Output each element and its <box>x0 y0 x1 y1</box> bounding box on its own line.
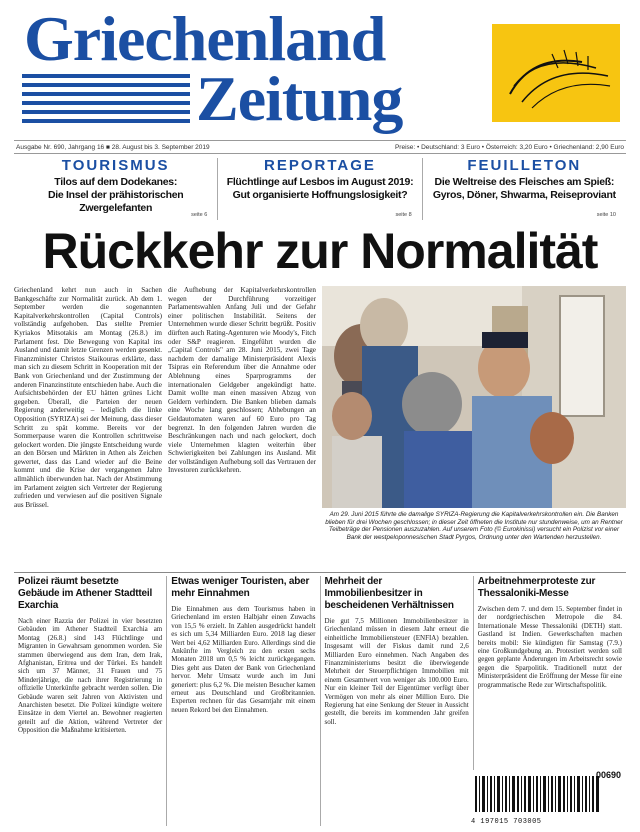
article-text: Die Einnahmen aus dem Tourismus haben in Griechenland im ersten Halbjahr einen Zuwachs von 15,5 % erzielt. In Zahlen ausgedrückt handelt es sich um 5,34 Milliarden Euro. 2018 lag dieser Wert bei 4,62 Milliarden Euro. Allerdings sind die Ankünfte im Vergleich zu den ersten sechs Monaten 2018 um 0,5 % leicht zurückgegangen. Dies geht aus Daten der Bank von Griechenland hervor. Mehr Umsatz wurde auch im Juni generiert: plus 6,2 %. Die meisten Besucher kamen erneut aus Deutschland und Großbritannien. Experten rechnen für das Gesamtjahr mit einem neuen Rekord bei den Einnahmen. <box>171 605 316 714</box>
teaser-headline <box>429 176 620 202</box>
article-title: Mehrheit der Immobilienbesitzer in bescheidenen Verhältnissen <box>324 576 454 611</box>
article-text: Nach einer Razzia der Polizei in vier besetzten Gebäuden im Athener Stadtteil Exarchia am Montag (26.8.) sind 143 Flüchtlinge und Migranten in Gewahrsam genommen worden. Sie stammen überwiegend aus dem Iran, dem Irak, Afghanistan, Eritrea und der Türkei. Es handelt sich um 37 Männer, 31 Frauen und 75 Minderjährige, die nach ihrer Registrierung in offizielle Unterkünfte gebracht werden sollen. Die Gebäude waren seit Jahren von Aktivisten und Anarchisten besetzt. Die Polizei kündigte weitere Einsätze in dem Viertel an. Bewohner reagierten geteilt auf die Aktion, während Vertreter der Opposition die Maßnahme kritisierten. <box>18 617 163 735</box>
sun-logo-icon <box>492 24 620 122</box>
teaser-headline-line1: Tilos auf dem Dodekanes: <box>54 176 178 188</box>
teaser-category: FEUILLETON <box>467 157 582 174</box>
teaser-headline-line1: Die Weltreise des Fleisches am Spieß: <box>434 176 615 188</box>
teaser-page-ref: seite 6 <box>191 212 208 218</box>
lead-article-column-2 <box>168 286 316 568</box>
barcode <box>471 770 623 826</box>
teaser-category: TOURISMUS <box>61 157 170 174</box>
teaser-headline-line2: Gyros, Döner, Shwarma, Reiseproviant <box>432 189 616 201</box>
article-text: Die gut 7,5 Millionen Immobilienbesitzer in Griechenland müssen in diesem Jahr erneut die einheitliche Immobiliensteuer (ENFIA) bezahlen. Insgesamt will der Fiskus damit rund 2,6 Milliarden Euro einnehmen. Nach Angaben des Finanzministeriums besitzt die überwiegende Mehrheit der Steuerpflichtigen Immobilien mit einem Gesamtwert von weniger als 100.000 Euro. Nur ein kleiner Teil der Eigentümer verfügt über Vermögen von mehr als einer Million Euro. Die Regierung hat eine Senkung der Steuer in Aussicht gestellt, die bereits im kommenden Jahr greifen soll. <box>324 617 469 726</box>
teaser-headline <box>20 176 211 215</box>
article-real-estate[interactable] <box>321 576 474 826</box>
teaser-headline-line2: Gut organisierte Hoffnungslosigkeit? <box>232 189 408 201</box>
issue-number: Ausgabe Nr. 690, Jahrgang 16 ■ 28. August bis 3. September 2019 <box>16 143 210 151</box>
barcode-price-code: 00690 <box>595 770 621 780</box>
article-title: Arbeitnehmerproteste zur Thessaloniki-Messe <box>477 576 596 599</box>
teaser-bar <box>14 158 626 220</box>
teaser-page-ref: seite 10 <box>596 212 616 218</box>
teaser-tourismus[interactable] <box>14 158 218 220</box>
lead-article-text-1: Griechenland kehrt nun auch in Sachen Bankgeschäfte zur Normalität zurück. Ab dem 1. September werden die sogenannten Kapitalverkehrskontrollen (Capital Controls) vollständig aufgehoben. Das stellte Premier Kyriakos Mitsotakis am Montag (26.8.) im Parlament fest. Die Bewegung von Kapital ins Ausland und damit letzte Grenzen werden gesenkt. Finanzminister Christos Staikouras erklärte, dass man sich zu diesem Schritt in Kooperation mit der Bank von Griechenland und der Zustimmung der anderen Finanzinstitute entschieden habe. Auch die Aufsichtsbehörden der EU hätten grünes Licht gegeben. Überall, die Parteien der neuen Regierung anderweitig – lediglich die linke Opposition (SYRIZA) sei der Meinung, dass dieser Schritt zu spät komme. Bereits vor der Sommerpause waren die Kontrollen schrittweise gelockert worden. Die jüngste Entscheidung wurde an den Börsen und Märkten in Athen als Zeichen gewertet, dass das Land wieder auf die Beine kommt und die Krise der vergangenen Jahre allmählich überwunden hat. Nach der Abstimmung im Parlament zeigten sich Vertreter der Regierung zufrieden und verwiesen auf die positiven Signale aus Brüssel. <box>14 286 162 509</box>
section-divider <box>14 572 626 573</box>
masthead <box>0 0 640 140</box>
issue-info-bar <box>14 140 626 154</box>
lead-article-column-1 <box>14 286 162 568</box>
lead-article-text-2: die Aufhebung der Kapitalverkehrskontrollen wegen der Durchführung vorzeitiger Parlamentswahlen Anfang Juli und der Gefahr einer politischen Instabilität. Seitens der Unternehmen wurde dieser Schritt begrüßt. Positiv dürften auch Rating-Agenturen wie Moody's, Fitch oder S&P reagieren. Eingeführt wurden die „Capital Controls" am 28. Juni 2015, zwei Tage nachdem der damalige Ministerpräsident Alexis Tsipras ein Referendum über die Annahme oder Ablehnung eines Sparprogramms der internationalen Geldgeber angekündigt hatte. Damit wollte man einen massiven Abzug von Geldern verhindern. Die Banken blieben damals eine Woche lang geschlossen; Abhebungen an Geldautomaten waren auf 60 Euro pro Tag begrenzt. In den folgenden Jahren wurden die Beschränkungen nach und nach gelockert, doch viele Unternehmen klagten weiterhin über Schwierigkeiten bei Zahlungen ins Ausland. Mit der vollständigen Aufhebung soll das Vertrauen der Investoren zurückkehren. <box>168 286 316 475</box>
teaser-headline-line1: Flüchtlinge auf Lesbos im August 2019: <box>226 176 414 188</box>
teaser-category: REPORTAGE <box>264 157 376 174</box>
newspaper-title-line2: Zeitung <box>196 63 403 134</box>
teaser-feuilleton[interactable] <box>423 158 626 220</box>
article-title: Polizei räumt besetzte Gebäude im Athener Stadtteil Exarchia <box>18 576 153 611</box>
article-title: Etwas weniger Touristen, aber mehr Einnahmen <box>171 576 310 599</box>
lead-photo <box>322 286 626 508</box>
article-exarchia[interactable] <box>14 576 167 826</box>
price-info: Preise: • Deutschland: 3 Euro • Österreich: 3,20 Euro • Griechenland: 2,90 Euro <box>394 143 624 151</box>
newspaper-title-line1: Griechenland <box>24 3 386 74</box>
photo-caption: Am 29. Juni 2015 führte die damalige SYRIZA-Regierung die Kapitalverkehrskontrollen ein. Die Banken blieben für drei Wochen geschlossen; in dieser Zeit öffneten die Institute nur stundenweise, um an Rentner Teilbeträge der Pensionen auszuzahlen. Auf unserem Foto (© Eurokinissi) versucht ein Polizist vor einer Bank der westpeloponnesischen Stadt Pyrgos, Ordnung unter den Wartenden herzustellen. <box>325 511 623 541</box>
main-headline: Rückkehr zur Normalität <box>42 223 598 279</box>
article-tourism[interactable] <box>167 576 320 826</box>
teaser-reportage[interactable] <box>218 158 422 220</box>
barcode-digits: 4 197015 703005 <box>471 818 542 826</box>
teaser-headline <box>224 176 415 202</box>
teaser-page-ref: seite 8 <box>395 212 412 218</box>
teaser-headline-line2: Die Insel der prähistorischen Zwergelefanten <box>47 189 184 214</box>
masthead-stripes <box>22 74 190 132</box>
article-text: Zwischen dem 7. und dem 15. September findet in der nordgriechischen Metropole die 84. Internationale Messe Thessaloniki (DETH) statt. Gastland ist Indien. Gewerkschaften machen bereits mobil: Sie kündigten für Samstag (7.9.) eine Großkundgebung an. Protestiert werden soll gegen geplante Änderungen im Arbeitsrecht sowie gegen die Sparpolitik. Traditionell nutzt der Ministerpräsident die Eröffnung der Messe für eine programmatische Rede zur Wirtschaftspolitik. <box>477 605 622 689</box>
